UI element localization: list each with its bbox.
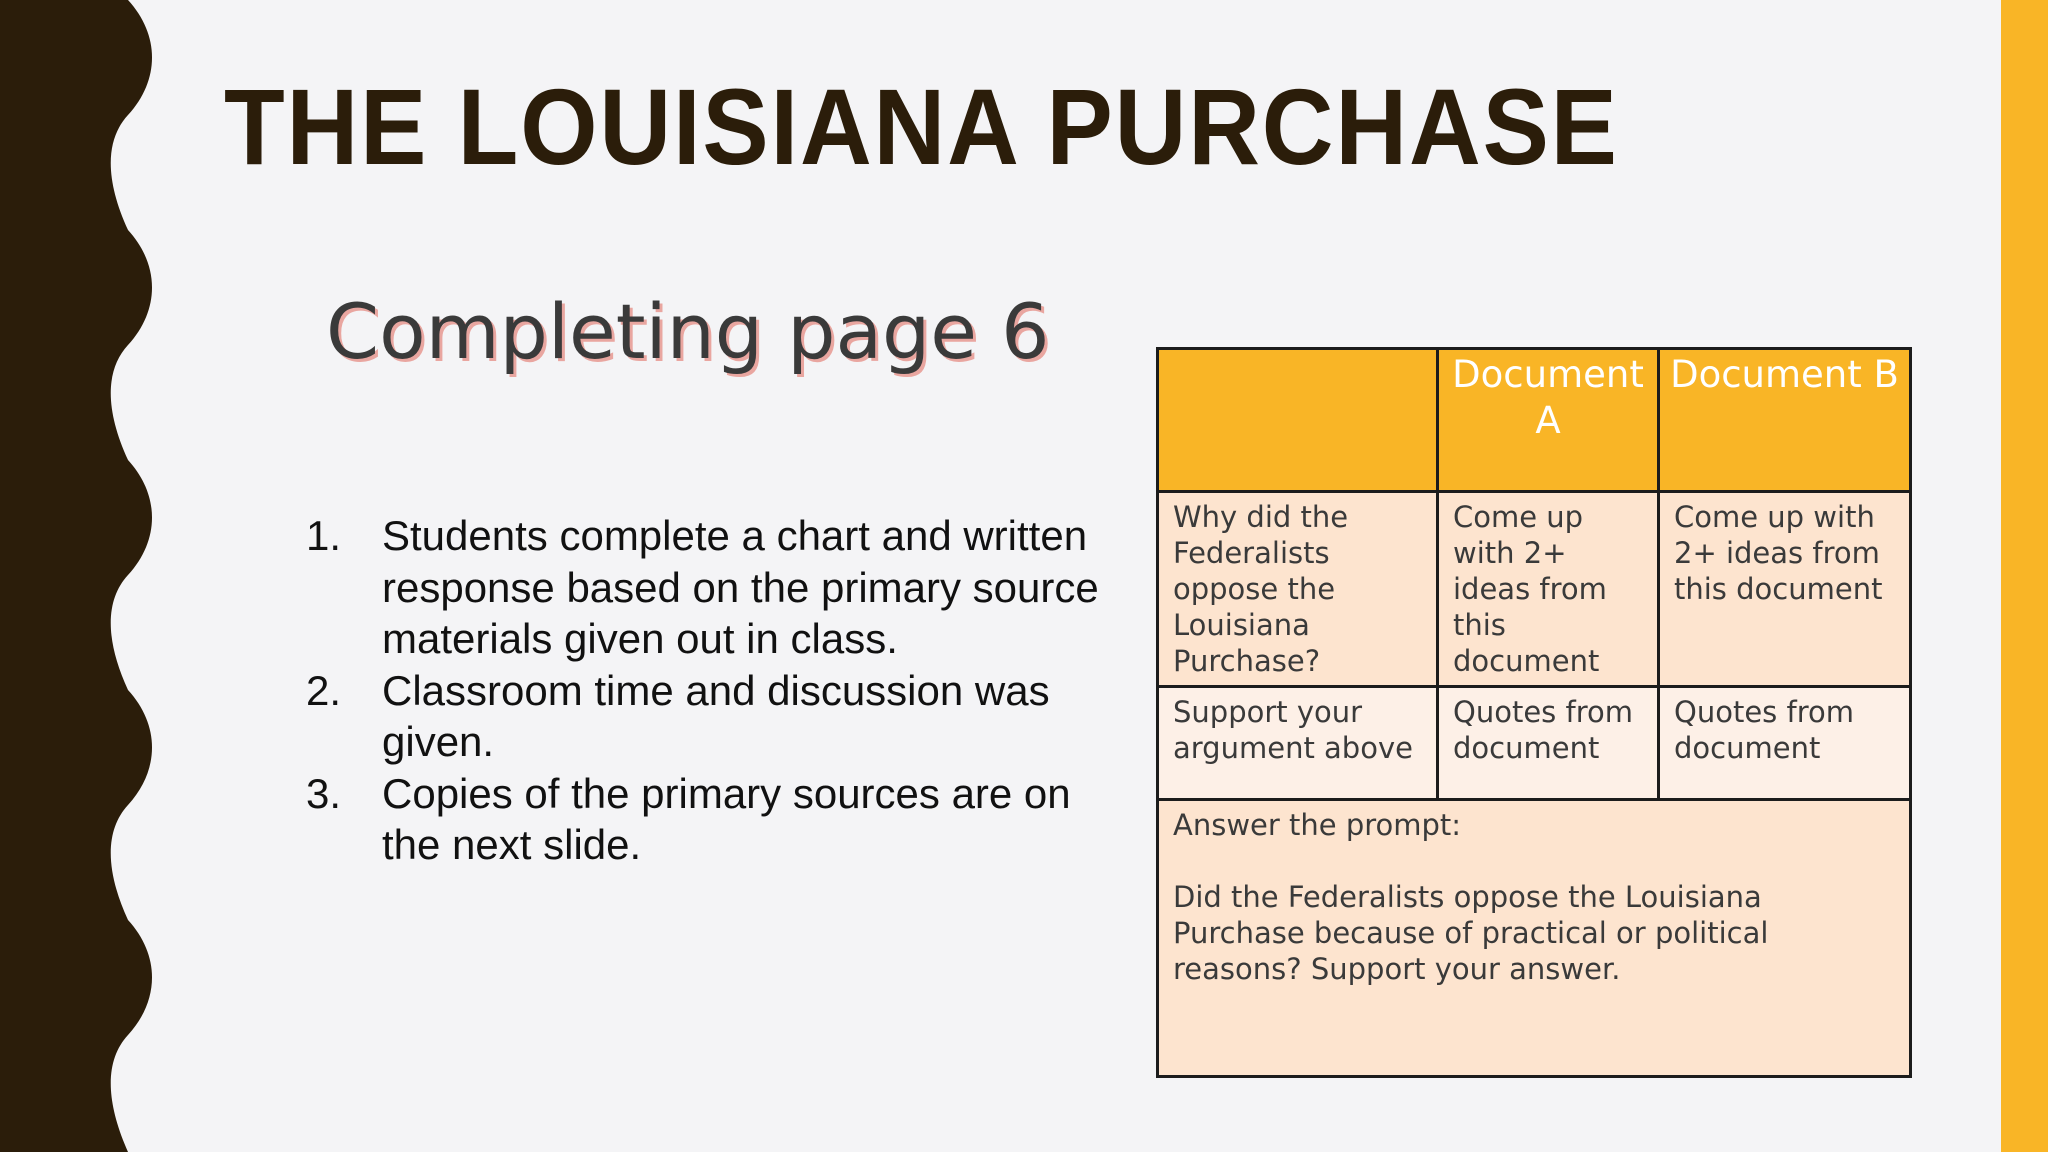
slide-title: THE LOUISIANA PURCHASE <box>224 66 1619 187</box>
document-b-cell: Come up with 2+ ideas from this document <box>1659 492 1911 687</box>
list-item-text: Classroom time and discussion was given. <box>382 666 1050 765</box>
question-cell: Support your argument above <box>1158 687 1438 800</box>
list-item <box>300 768 1100 871</box>
list-item-text: Copies of the primary sources are on the next slide. <box>382 769 1071 868</box>
table-row <box>1158 492 1911 687</box>
list-item-number: 3. <box>306 769 342 817</box>
list-item-number: 2. <box>306 666 342 714</box>
spacer <box>1173 843 1895 879</box>
header-cell-document-b: Document B <box>1659 349 1911 492</box>
list-item-text: Students complete a chart and written response based on the primary source materials given out in class. <box>382 512 1099 662</box>
slide-subtitle: Completing page 6 <box>326 287 1050 376</box>
decorative-wavy-band <box>0 0 160 1152</box>
document-a-cell: Come up with 2+ ideas from this document <box>1438 492 1659 687</box>
answer-cell <box>1158 800 1911 1077</box>
list-item <box>300 665 1100 768</box>
answer-label: Answer the prompt: <box>1173 808 1462 842</box>
answer-prompt: Did the Federalists oppose the Louisiana Purchase because of practical or political reasons? Support your answer. <box>1173 880 1769 986</box>
list-item-number: 1. <box>306 512 342 559</box>
document-a-cell: Quotes from document <box>1438 687 1659 800</box>
steps-list <box>300 510 1100 871</box>
header-cell-document-a: Document A <box>1438 349 1659 492</box>
list-item <box>300 510 1100 665</box>
document-b-cell: Quotes from document <box>1659 687 1911 800</box>
header-cell-blank <box>1158 349 1438 492</box>
accent-band <box>2001 0 2048 1152</box>
table-header-row <box>1158 349 1911 492</box>
table-row <box>1158 800 1911 1077</box>
table-row <box>1158 687 1911 800</box>
question-cell: Why did the Federalists oppose the Louisiana Purchase? <box>1158 492 1438 687</box>
worksheet-table <box>1156 347 1912 1078</box>
